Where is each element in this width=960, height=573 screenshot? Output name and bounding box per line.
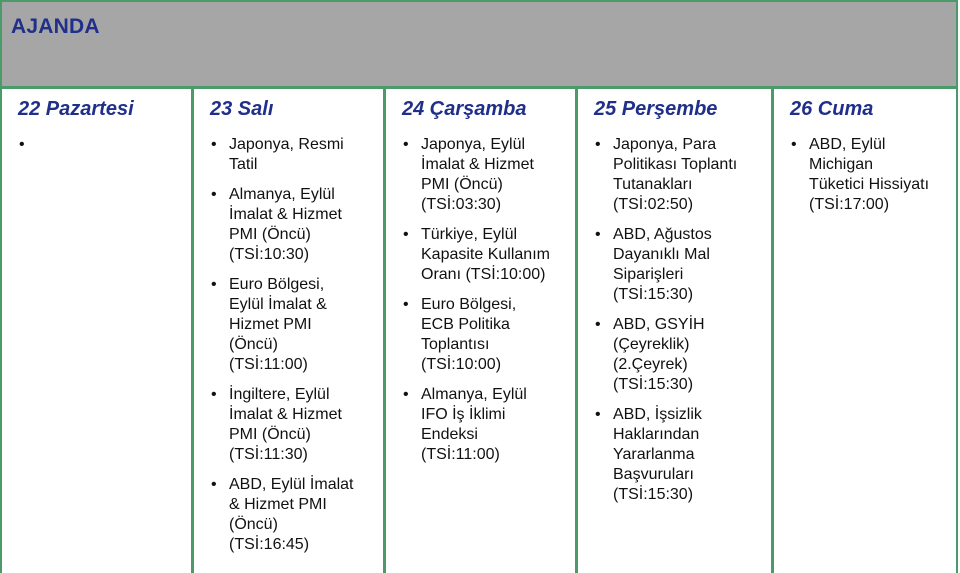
event-item: • Türkiye, Eylül Kapasite Kullanım Oranı (TSİ:10:00) bbox=[403, 225, 571, 285]
day-heading: 23 Salı bbox=[210, 98, 274, 120]
event-item: • ABD, İşsizlik Haklarından Yararlanma Başvuruları (TSİ:15:30) bbox=[595, 405, 767, 505]
day-column-tuesday bbox=[194, 89, 386, 573]
event-item: • Almanya, Eylül IFO İş İklimi Endeksi (TSİ:11:00) bbox=[403, 385, 571, 465]
day-column-friday bbox=[774, 89, 956, 573]
agenda-header bbox=[2, 2, 956, 89]
empty-bullet: • bbox=[19, 136, 25, 153]
event-item: • Almanya, Eylül İmalat & Hizmet PMI (Öncü) (TSİ:10:30) bbox=[211, 185, 379, 265]
event-item: • Euro Bölgesi, ECB Politika Toplantısı (TSİ:10:00) bbox=[403, 295, 571, 375]
event-item: • Japonya, Para Politikası Toplantı Tutanakları (TSİ:02:50) bbox=[595, 135, 767, 215]
event-item: • ABD, Ağustos Dayanıklı Mal Siparişleri (TSİ:15:30) bbox=[595, 225, 767, 305]
event-item: • Japonya, Eylül İmalat & Hizmet PMI (Öncü) (TSİ:03:30) bbox=[403, 135, 571, 215]
event-item: • Japonya, Resmi Tatil bbox=[211, 135, 379, 175]
event-list bbox=[578, 135, 771, 505]
day-heading: 26 Cuma bbox=[790, 98, 874, 120]
day-heading: 22 Pazartesi bbox=[18, 98, 134, 120]
day-columns bbox=[2, 89, 956, 573]
event-item: • ABD, Eylül Michigan Tüketici Hissiyatı (TSİ:17:00) bbox=[791, 135, 952, 215]
event-item: • ABD, Eylül İmalat & Hizmet PMI (Öncü) (TSİ:16:45) bbox=[211, 475, 379, 555]
day-column-monday bbox=[2, 89, 194, 573]
event-item: • İngiltere, Eylül İmalat & Hizmet PMI (Öncü) (TSİ:11:30) bbox=[211, 385, 379, 465]
event-item: • ABD, GSYİH (Çeyreklik) (2.Çeyrek) (TSİ:15:30) bbox=[595, 315, 767, 395]
event-item: • Euro Bölgesi, Eylül İmalat & Hizmet PMI (Öncü) (TSİ:11:00) bbox=[211, 275, 379, 375]
agenda-title: AJANDA bbox=[11, 15, 100, 38]
event-list bbox=[386, 135, 575, 465]
day-heading: 24 Çarşamba bbox=[402, 98, 527, 120]
event-list bbox=[774, 135, 956, 215]
event-list bbox=[194, 135, 383, 555]
day-column-thursday bbox=[578, 89, 774, 573]
day-column-wednesday bbox=[386, 89, 578, 573]
day-heading: 25 Perşembe bbox=[594, 98, 718, 120]
